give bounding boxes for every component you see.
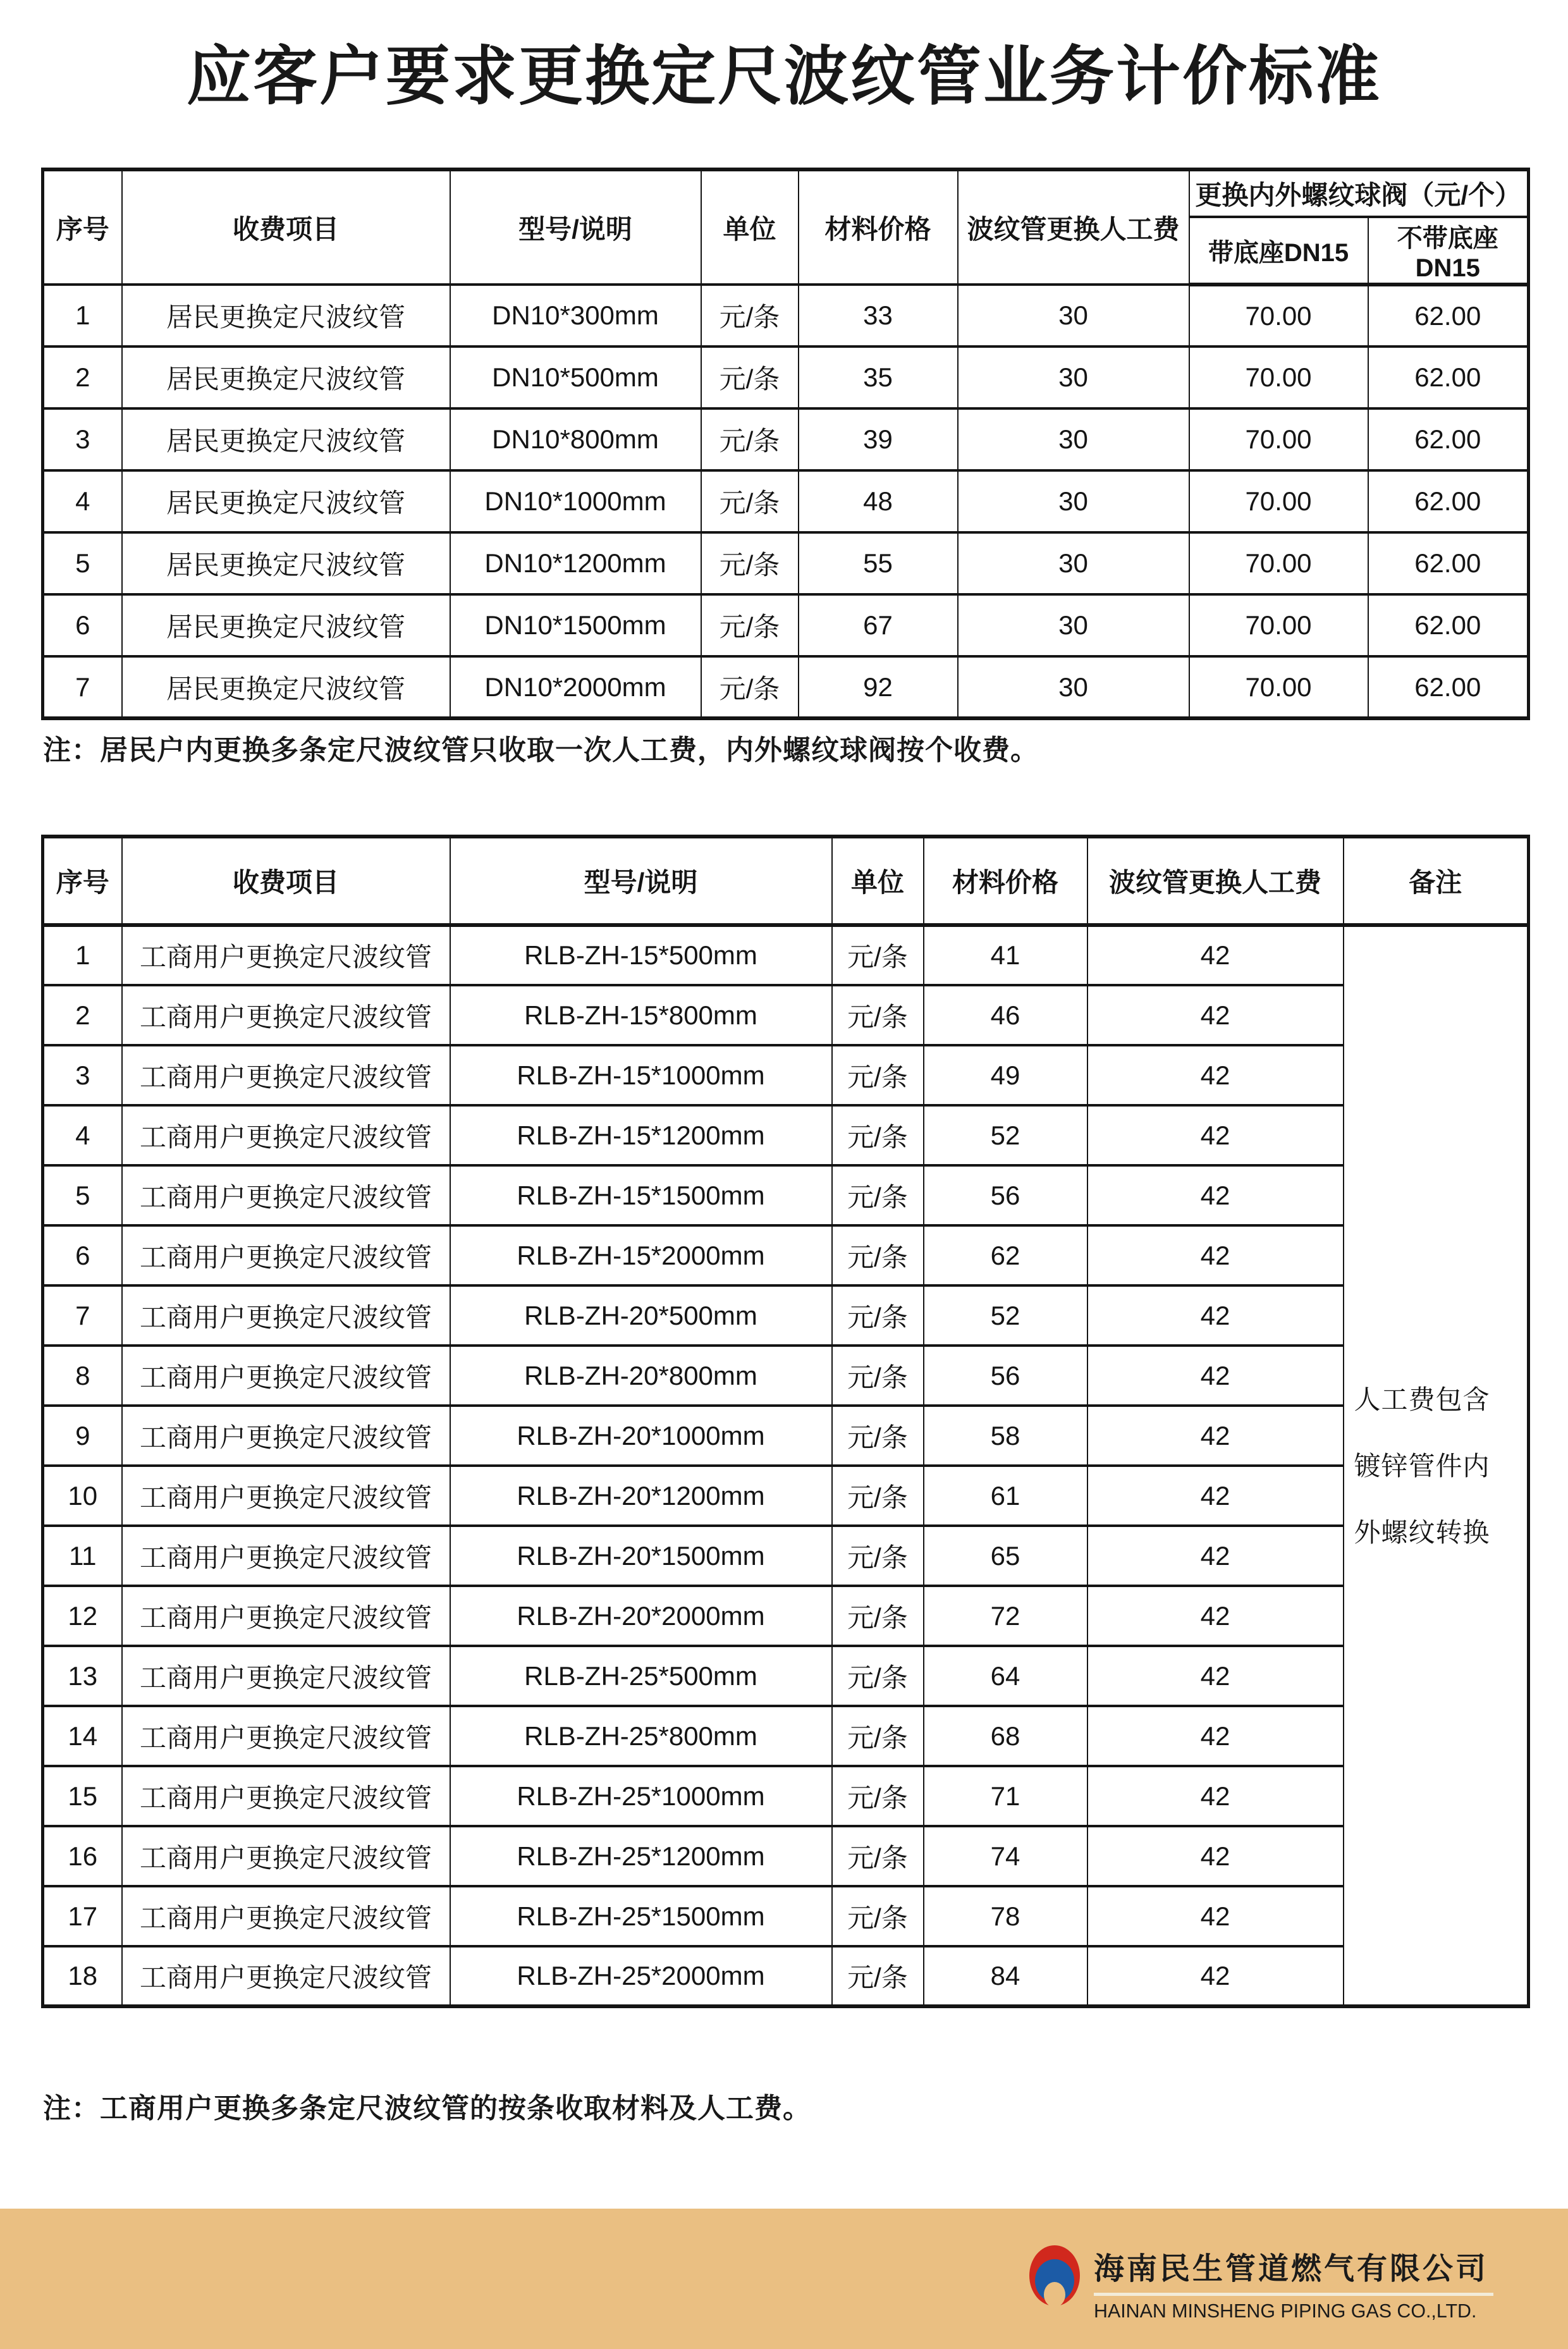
header-model: 型号/说明 — [450, 837, 832, 925]
cell-material-price: 61 — [924, 1466, 1087, 1526]
cell-item: 居民更换定尺波纹管 — [122, 532, 450, 594]
company-logo-text — [1094, 2244, 1493, 2322]
cell-item: 工商用户更换定尺波纹管 — [122, 1886, 450, 1946]
cell-model: RLB-ZH-20*500mm — [450, 1285, 832, 1346]
cell-seq: 6 — [43, 1225, 122, 1285]
cell-item: 工商用户更换定尺波纹管 — [122, 1466, 450, 1526]
cell-model: RLB-ZH-20*1000mm — [450, 1406, 832, 1466]
cell-seq: 18 — [43, 1946, 122, 2006]
cell-valve-with-base: 70.00 — [1189, 594, 1368, 656]
cell-unit: 元/条 — [701, 656, 799, 718]
commercial-pricing-table — [41, 835, 1530, 2008]
cell-material-price: 72 — [924, 1586, 1087, 1646]
cell-unit: 元/条 — [832, 1646, 924, 1706]
cell-model: RLB-ZH-20*1200mm — [450, 1466, 832, 1526]
table-row — [43, 1826, 1529, 1886]
cell-item: 居民更换定尺波纹管 — [122, 285, 450, 347]
cell-labor: 30 — [958, 285, 1189, 347]
header-item: 收费项目 — [122, 169, 450, 285]
cell-unit: 元/条 — [832, 1466, 924, 1526]
cell-item: 工商用户更换定尺波纹管 — [122, 1225, 450, 1285]
header-valve-group: 更换内外螺纹球阀（元/个） — [1189, 169, 1529, 217]
residential-note: 注：居民户内更换多条定尺波纹管只收取一次人工费，内外螺纹球阀按个收费。 — [43, 735, 1039, 766]
cell-material-price: 33 — [799, 285, 958, 347]
cell-labor: 42 — [1087, 1526, 1344, 1586]
cell-seq: 13 — [43, 1646, 122, 1706]
cell-valve-with-base: 70.00 — [1189, 532, 1368, 594]
cell-model: DN10*1500mm — [450, 594, 701, 656]
cell-seq: 1 — [43, 925, 122, 985]
cell-valve-without-base: 62.00 — [1368, 656, 1529, 718]
table-row — [43, 532, 1529, 594]
cell-labor: 42 — [1087, 1346, 1344, 1406]
cell-labor: 30 — [958, 347, 1189, 408]
table-row — [43, 408, 1529, 470]
cell-seq: 4 — [43, 1105, 122, 1165]
cell-unit: 元/条 — [832, 925, 924, 985]
cell-remark: 人工费包含镀锌管件内外螺纹转换 — [1344, 925, 1529, 2006]
cell-labor: 42 — [1087, 1285, 1344, 1346]
company-logo — [1029, 2244, 1493, 2322]
cell-seq: 2 — [43, 985, 122, 1045]
cell-model: RLB-ZH-15*2000mm — [450, 1225, 832, 1285]
cell-model: RLB-ZH-25*2000mm — [450, 1946, 832, 2006]
cell-material-price: 68 — [924, 1706, 1087, 1766]
cell-item: 工商用户更换定尺波纹管 — [122, 1045, 450, 1105]
cell-unit: 元/条 — [832, 1526, 924, 1586]
cell-model: RLB-ZH-20*2000mm — [450, 1586, 832, 1646]
table-row — [43, 1586, 1529, 1646]
table-row — [43, 470, 1529, 532]
header-valve-with-base: 带底座DN15 — [1189, 217, 1368, 285]
cell-model: RLB-ZH-20*800mm — [450, 1346, 832, 1406]
footer-band — [0, 2209, 1568, 2349]
company-logo-icon — [1029, 2245, 1080, 2306]
cell-item: 工商用户更换定尺波纹管 — [122, 1946, 450, 2006]
cell-labor: 42 — [1087, 1766, 1344, 1826]
cell-material-price: 74 — [924, 1826, 1087, 1886]
cell-material-price: 46 — [924, 985, 1087, 1045]
company-name-en: HAINAN MINSHENG PIPING GAS CO.,LTD. — [1094, 2300, 1477, 2322]
cell-unit: 元/条 — [701, 532, 799, 594]
cell-unit: 元/条 — [832, 1346, 924, 1406]
cell-model: RLB-ZH-25*800mm — [450, 1706, 832, 1766]
table-row — [43, 1706, 1529, 1766]
header-valve-without-base: 不带底座DN15 — [1368, 217, 1529, 285]
header-material-price: 材料价格 — [799, 169, 958, 285]
cell-material-price: 92 — [799, 656, 958, 718]
cell-valve-without-base: 62.00 — [1368, 408, 1529, 470]
commercial-table-header — [43, 837, 1529, 925]
cell-model: DN10*500mm — [450, 347, 701, 408]
cell-model: DN10*1000mm — [450, 470, 701, 532]
cell-labor: 30 — [958, 594, 1189, 656]
cell-material-price: 41 — [924, 925, 1087, 985]
cell-seq: 3 — [43, 1045, 122, 1105]
table-row — [43, 1526, 1529, 1586]
cell-material-price: 78 — [924, 1886, 1087, 1946]
commercial-note: 注：工商用户更换多条定尺波纹管的按条收取材料及人工费。 — [43, 2093, 811, 2124]
cell-seq: 7 — [43, 1285, 122, 1346]
cell-model: RLB-ZH-25*1000mm — [450, 1766, 832, 1826]
table-row — [43, 594, 1529, 656]
logo-inner-circle — [1044, 2282, 1065, 2307]
cell-seq: 10 — [43, 1466, 122, 1526]
cell-item: 工商用户更换定尺波纹管 — [122, 1406, 450, 1466]
cell-labor: 42 — [1087, 1946, 1344, 2006]
cell-unit: 元/条 — [832, 1406, 924, 1466]
cell-model: RLB-ZH-15*1000mm — [450, 1045, 832, 1105]
cell-unit: 元/条 — [701, 408, 799, 470]
cell-material-price: 84 — [924, 1946, 1087, 2006]
cell-labor: 30 — [958, 470, 1189, 532]
cell-labor: 42 — [1087, 925, 1344, 985]
table-row — [43, 347, 1529, 408]
cell-material-price: 64 — [924, 1646, 1087, 1706]
cell-item: 居民更换定尺波纹管 — [122, 594, 450, 656]
cell-unit: 元/条 — [701, 470, 799, 532]
table-row — [43, 1886, 1529, 1946]
cell-item: 工商用户更换定尺波纹管 — [122, 1165, 450, 1225]
header-labor: 波纹管更换人工费 — [1087, 837, 1344, 925]
cell-model: DN10*300mm — [450, 285, 701, 347]
cell-valve-with-base: 70.00 — [1189, 656, 1368, 718]
cell-unit: 元/条 — [832, 1586, 924, 1646]
cell-item: 工商用户更换定尺波纹管 — [122, 1826, 450, 1886]
cell-labor: 42 — [1087, 1826, 1344, 1886]
cell-labor: 42 — [1087, 1165, 1344, 1225]
cell-unit: 元/条 — [832, 985, 924, 1045]
table-row — [43, 1766, 1529, 1826]
company-name-cn: 海南民生管道燃气有限公司 — [1094, 2252, 1489, 2286]
cell-labor: 42 — [1087, 1105, 1344, 1165]
cell-item: 工商用户更换定尺波纹管 — [122, 1526, 450, 1586]
cell-material-price: 58 — [924, 1406, 1087, 1466]
cell-unit: 元/条 — [832, 1946, 924, 2006]
cell-seq: 12 — [43, 1586, 122, 1646]
table-row — [43, 1165, 1529, 1225]
cell-unit: 元/条 — [832, 1886, 924, 1946]
cell-seq: 7 — [43, 656, 122, 718]
cell-seq: 11 — [43, 1526, 122, 1586]
table-row — [43, 1406, 1529, 1466]
cell-material-price: 49 — [924, 1045, 1087, 1105]
residential-pricing-table — [41, 168, 1530, 720]
cell-unit: 元/条 — [832, 1165, 924, 1225]
cell-seq: 1 — [43, 285, 122, 347]
table-row — [43, 925, 1529, 985]
cell-valve-with-base: 70.00 — [1189, 285, 1368, 347]
cell-unit: 元/条 — [832, 1225, 924, 1285]
table-row — [43, 1105, 1529, 1165]
cell-labor: 42 — [1087, 985, 1344, 1045]
cell-item: 工商用户更换定尺波纹管 — [122, 1646, 450, 1706]
cell-unit: 元/条 — [701, 285, 799, 347]
table-row — [43, 1225, 1529, 1285]
cell-material-price: 71 — [924, 1766, 1087, 1826]
cell-item: 工商用户更换定尺波纹管 — [122, 925, 450, 985]
cell-labor: 30 — [958, 408, 1189, 470]
cell-valve-with-base: 70.00 — [1189, 408, 1368, 470]
cell-seq: 8 — [43, 1346, 122, 1406]
cell-item: 居民更换定尺波纹管 — [122, 470, 450, 532]
cell-model: RLB-ZH-25*1500mm — [450, 1886, 832, 1946]
table-row — [43, 1285, 1529, 1346]
cell-labor: 42 — [1087, 1886, 1344, 1946]
cell-item: 居民更换定尺波纹管 — [122, 408, 450, 470]
header-unit: 单位 — [701, 169, 799, 285]
cell-valve-without-base: 62.00 — [1368, 347, 1529, 408]
cell-material-price: 48 — [799, 470, 958, 532]
cell-model: RLB-ZH-15*1500mm — [450, 1165, 832, 1225]
cell-model: RLB-ZH-25*1200mm — [450, 1826, 832, 1886]
table-row — [43, 656, 1529, 718]
cell-unit: 元/条 — [832, 1706, 924, 1766]
cell-seq: 17 — [43, 1886, 122, 1946]
header-remark: 备注 — [1344, 837, 1529, 925]
cell-model: DN10*800mm — [450, 408, 701, 470]
cell-labor: 30 — [958, 532, 1189, 594]
cell-seq: 5 — [43, 1165, 122, 1225]
cell-unit: 元/条 — [832, 1105, 924, 1165]
cell-material-price: 62 — [924, 1225, 1087, 1285]
cell-labor: 42 — [1087, 1045, 1344, 1105]
cell-item: 工商用户更换定尺波纹管 — [122, 1766, 450, 1826]
cell-unit: 元/条 — [832, 1045, 924, 1105]
cell-material-price: 65 — [924, 1526, 1087, 1586]
cell-seq: 5 — [43, 532, 122, 594]
cell-unit: 元/条 — [832, 1766, 924, 1826]
page-title: 应客户要求更换定尺波纹管业务计价标准 — [187, 40, 1381, 113]
cell-material-price: 52 — [924, 1285, 1087, 1346]
cell-model: DN10*1200mm — [450, 532, 701, 594]
table-row — [43, 1045, 1529, 1105]
cell-material-price: 55 — [799, 532, 958, 594]
cell-valve-with-base: 70.00 — [1189, 470, 1368, 532]
cell-item: 工商用户更换定尺波纹管 — [122, 985, 450, 1045]
commercial-table-body — [43, 925, 1529, 2006]
logo-underline — [1094, 2293, 1493, 2296]
cell-seq: 6 — [43, 594, 122, 656]
cell-item: 工商用户更换定尺波纹管 — [122, 1586, 450, 1646]
cell-labor: 42 — [1087, 1466, 1344, 1526]
table-row — [43, 285, 1529, 347]
table-row — [43, 985, 1529, 1045]
cell-labor: 42 — [1087, 1646, 1344, 1706]
cell-unit: 元/条 — [832, 1285, 924, 1346]
header-material-price: 材料价格 — [924, 837, 1087, 925]
cell-seq: 2 — [43, 347, 122, 408]
cell-seq: 14 — [43, 1706, 122, 1766]
cell-labor: 42 — [1087, 1586, 1344, 1646]
cell-material-price: 35 — [799, 347, 958, 408]
cell-labor: 30 — [958, 656, 1189, 718]
cell-seq: 9 — [43, 1406, 122, 1466]
cell-item: 工商用户更换定尺波纹管 — [122, 1346, 450, 1406]
residential-table-body — [43, 285, 1529, 718]
table-row — [43, 1466, 1529, 1526]
cell-model: RLB-ZH-15*500mm — [450, 925, 832, 985]
cell-model: DN10*2000mm — [450, 656, 701, 718]
cell-item: 工商用户更换定尺波纹管 — [122, 1706, 450, 1766]
cell-unit: 元/条 — [832, 1826, 924, 1886]
header-item: 收费项目 — [122, 837, 450, 925]
table-row — [43, 1946, 1529, 2006]
cell-item: 工商用户更换定尺波纹管 — [122, 1285, 450, 1346]
cell-material-price: 56 — [924, 1346, 1087, 1406]
table-row — [43, 1646, 1529, 1706]
cell-seq: 15 — [43, 1766, 122, 1826]
cell-labor: 42 — [1087, 1225, 1344, 1285]
cell-item: 工商用户更换定尺波纹管 — [122, 1105, 450, 1165]
cell-material-price: 39 — [799, 408, 958, 470]
table-row — [43, 1346, 1529, 1406]
cell-labor: 42 — [1087, 1406, 1344, 1466]
cell-model: RLB-ZH-20*1500mm — [450, 1526, 832, 1586]
cell-model: RLB-ZH-15*1200mm — [450, 1105, 832, 1165]
cell-valve-without-base: 62.00 — [1368, 470, 1529, 532]
cell-valve-without-base: 62.00 — [1368, 594, 1529, 656]
cell-item: 居民更换定尺波纹管 — [122, 656, 450, 718]
cell-seq: 4 — [43, 470, 122, 532]
header-unit: 单位 — [832, 837, 924, 925]
cell-model: RLB-ZH-25*500mm — [450, 1646, 832, 1706]
cell-seq: 3 — [43, 408, 122, 470]
cell-labor: 42 — [1087, 1706, 1344, 1766]
cell-unit: 元/条 — [701, 594, 799, 656]
cell-valve-without-base: 62.00 — [1368, 532, 1529, 594]
residential-table-header — [43, 169, 1529, 285]
cell-seq: 16 — [43, 1826, 122, 1886]
header-seq: 序号 — [43, 169, 122, 285]
cell-model: RLB-ZH-15*800mm — [450, 985, 832, 1045]
header-seq: 序号 — [43, 837, 122, 925]
header-model: 型号/说明 — [450, 169, 701, 285]
cell-material-price: 67 — [799, 594, 958, 656]
header-labor: 波纹管更换人工费 — [958, 169, 1189, 285]
cell-valve-with-base: 70.00 — [1189, 347, 1368, 408]
cell-unit: 元/条 — [701, 347, 799, 408]
cell-material-price: 56 — [924, 1165, 1087, 1225]
cell-item: 居民更换定尺波纹管 — [122, 347, 450, 408]
cell-material-price: 52 — [924, 1105, 1087, 1165]
cell-valve-without-base: 62.00 — [1368, 285, 1529, 347]
